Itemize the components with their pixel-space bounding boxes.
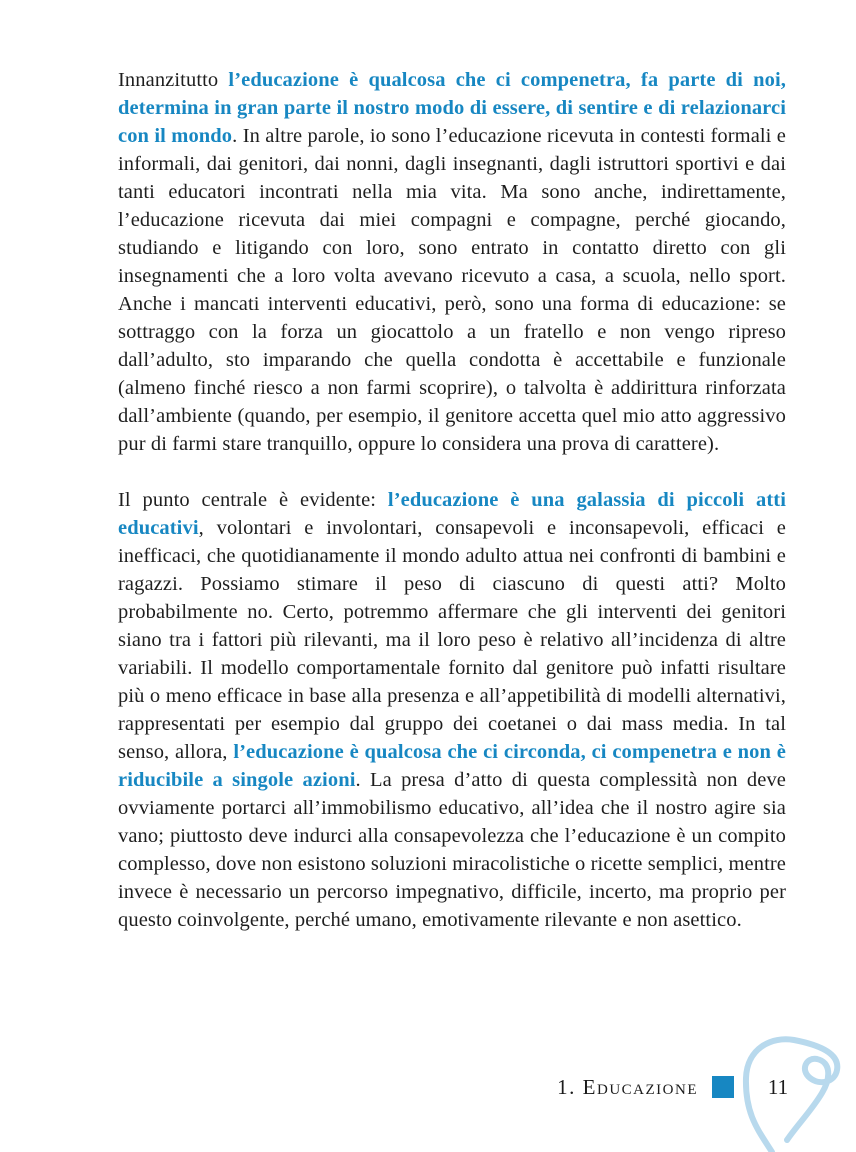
text-run: , volontari e involontari, consapevoli e inconsapevoli, efficaci e inefficaci, che quotidianamente il mondo adulto attua nei confronti di bambini e ragazzi. Possiamo stimare il peso di ciascuno di questi atti? Molto probabilmente no. Certo, potremmo affermare che gli interventi dei genitori siano tra i fattori più rilevanti, ma il loro peso è relativo all’incidenza di altre variabili. Il modello comportamentale fornito dal genitore può infatti risultare più o meno efficace in base alla presenza e all’appetibilità di modelli alternativi, rappresentati per esempio dal gruppo dei coetanei o dai mass media. In tal senso, allora, xyxy=(118,517,786,763)
paragraph xyxy=(118,486,786,934)
chapter-running-head: 1. Educazione xyxy=(557,1074,698,1099)
page-number: 11 xyxy=(767,1074,789,1099)
text-run: Il punto centrale è evidente: xyxy=(118,489,388,511)
body-text xyxy=(118,66,786,934)
highlighted-phrase: l’educazione è qualcosa che ci circonda, ci compenetra e non è riducibile a singole azioni xyxy=(118,741,786,791)
text-run: . In altre parole, io sono l’educazione ricevuta in contesti formali e informali, dai genitori, dai nonni, dagli insegnanti, dagli istruttori sportivi e dai tanti educatori incontrati nella mia vita. Ma sono anche, indirettamente, l’educazione ricevuta dai miei compagni e compagne, perché giocando, studiando e litigando con loro, sono entrato in contatto diretto con gli insegnamenti che a loro volta avevano ricevuto a casa, a scuola, nello sport. Anche i mancati interventi educativi, però, sono una forma di educazione: se sottraggo con la forza un giocattolo a un fratello e non vengo ripreso dall’adulto, sto imparando che quella condotta è accettabile e funzionale (almeno finché riesco a non farmi scoprire), o talvolta è addirittura rinforzata dall’ambiente (quando, per esempio, il genitore accetta quel mio atto aggressivo pur di farmi stare tranquillo, oppure lo considera una prova di carattere). xyxy=(118,125,786,455)
paragraph xyxy=(118,66,786,458)
text-run: Innanzitutto xyxy=(118,69,229,91)
footer-accent-square xyxy=(712,1076,734,1098)
highlighted-phrase: l’educazione è qualcosa che ci compenetra, fa parte di noi, determina in gran parte il nostro modo di essere, di sentire e di relazionarci con il mondo xyxy=(118,69,786,147)
text-run: . La presa d’atto di questa complessità non deve ovviamente portarci all’immobilismo educativo, all’idea che il nostro agire sia vano; piuttosto deve indurci alla consapevolezza che l’educazione è un compito complesso, dove non esistono soluzioni miracolistiche o ricette semplici, mentre invece è necessario un percorso impegnativo, difficile, incerto, ma proprio per questo coinvolgente, perché umano, emotivamente rilevante e non asettico. xyxy=(118,769,786,931)
highlighted-phrase: l’educazione è una galassia di piccoli atti educativi xyxy=(118,489,786,539)
page-footer xyxy=(118,1074,790,1100)
